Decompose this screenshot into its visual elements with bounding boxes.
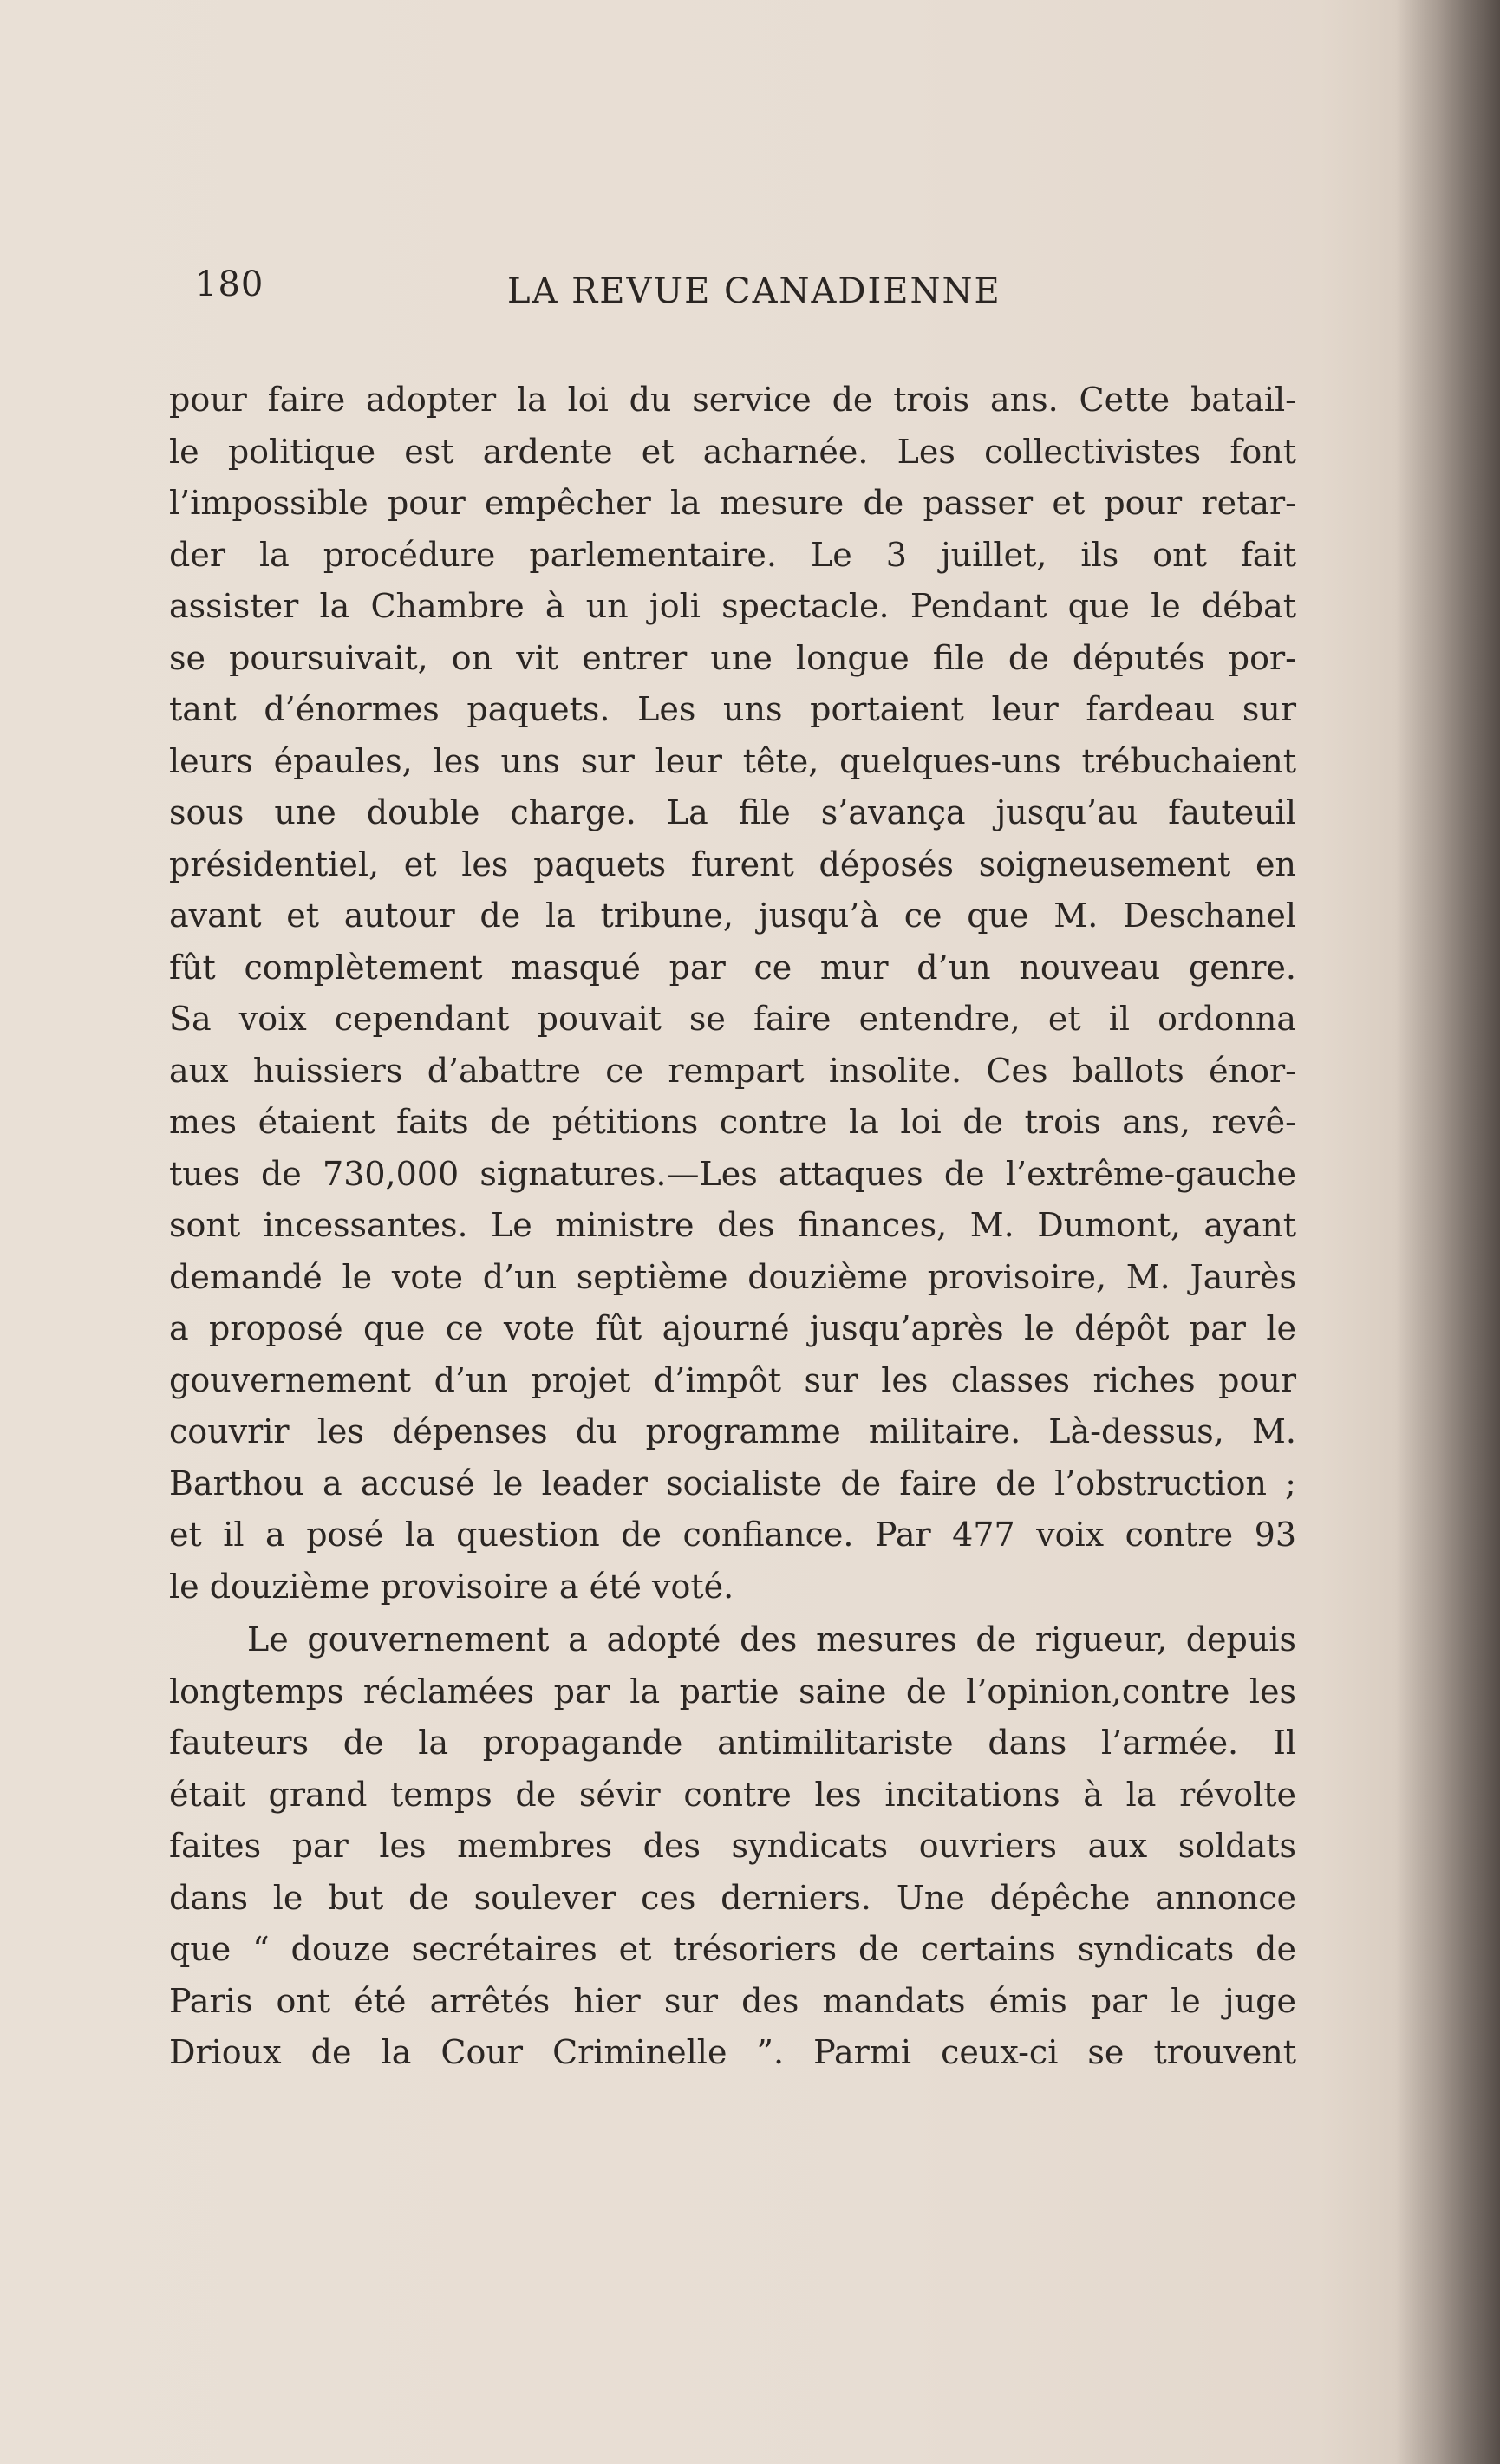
page-gutter-shadow bbox=[1396, 0, 1500, 2464]
text-line: se poursuivait, on vit entrer une longue file de députés por- bbox=[169, 638, 1296, 677]
text-line: l’impossible pour empêcher la mesure de passer et pour retar- bbox=[169, 484, 1296, 522]
text-line: leurs épaules, les uns sur leur tête, quelques-uns trébuchaient bbox=[169, 741, 1296, 780]
text-line: Drioux de la Cour Criminelle ”. Parmi ceux-ci se trouvent bbox=[169, 2033, 1296, 2071]
paragraph-2 bbox=[169, 1614, 1296, 2079]
text-line: le douzième provisoire a été voté. bbox=[169, 1567, 734, 1606]
text-line: assister la Chambre à un joli spectacle. Pendant que le débat bbox=[169, 587, 1296, 625]
text-line: a proposé que ce vote fût ajourné jusqu’après le dépôt par le bbox=[169, 1309, 1296, 1347]
text-line: couvrir les dépenses du programme militaire. Là-dessus, M. bbox=[169, 1412, 1296, 1450]
text-line: gouvernement d’un projet d’impôt sur les classes riches pour bbox=[169, 1360, 1296, 1399]
text-line: Le gouvernement a adopté des mesures de rigueur, depuis bbox=[247, 1620, 1296, 1659]
text-line: demandé le vote d’un septième douzième provisoire, M. Jaurès bbox=[169, 1257, 1296, 1296]
text-line: présidentiel, et les paquets furent déposés soigneusement en bbox=[169, 844, 1296, 883]
text-line: aux huissiers d’abattre ce rempart insolite. Ces ballots énor- bbox=[169, 1051, 1296, 1090]
text-line: était grand temps de sévir contre les incitations à la révolte bbox=[169, 1775, 1296, 1814]
text-line: fût complètement masqué par ce mur d’un nouveau genre. bbox=[169, 948, 1296, 987]
body-text bbox=[169, 375, 1296, 2079]
page-header bbox=[195, 264, 1305, 316]
text-line: tues de 730,000 signatures.—Les attaques de l’extrême-gauche bbox=[169, 1154, 1296, 1193]
text-line: longtemps réclamées par la partie saine de l’opinion,contre les bbox=[169, 1672, 1296, 1711]
text-line: tant d’énormes paquets. Les uns portaient leur fardeau sur bbox=[169, 690, 1296, 728]
text-line: dans le but de soulever ces derniers. Une dépêche annonce bbox=[169, 1878, 1296, 1917]
text-line: pour faire adopter la loi du service de trois ans. Cette batail- bbox=[169, 381, 1296, 419]
text-line: fauteurs de la propagande antimilitariste dans l’armée. Il bbox=[169, 1724, 1296, 1762]
text-line: faites par les membres des syndicats ouvriers aux soldats bbox=[169, 1827, 1296, 1865]
text-line: que “ douze secrétaires et trésoriers de certains syndicats de bbox=[169, 1930, 1296, 1968]
text-line: le politique est ardente et acharnée. Les collectivistes font bbox=[169, 432, 1296, 471]
paragraph-1 bbox=[169, 375, 1296, 1613]
page-number: 180 bbox=[195, 264, 264, 304]
text-line: der la procédure parlementaire. Le 3 juillet, ils ont fait bbox=[169, 535, 1296, 574]
text-line: mes étaient faits de pétitions contre la loi de trois ans, revê- bbox=[169, 1103, 1296, 1141]
text-line: Sa voix cependant pouvait se faire entendre, et il ordonna bbox=[169, 1000, 1296, 1038]
text-line: Barthou a accusé le leader socialiste de faire de l’obstruction ; bbox=[169, 1463, 1296, 1503]
text-line: et il a posé la question de confiance. Par 477 voix contre 93 bbox=[169, 1516, 1296, 1554]
text-line: avant et autour de la tribune, jusqu’à ce que M. Deschanel bbox=[169, 896, 1296, 935]
text-line: Paris ont été arrêtés hier sur des mandats émis par le juge bbox=[169, 1981, 1296, 2020]
running-title: LA REVUE CANADIENNE bbox=[507, 271, 1001, 311]
text-line: sont incessantes. Le ministre des finances, M. Dumont, ayant bbox=[169, 1206, 1296, 1244]
text-line: sous une double charge. La file s’avança jusqu’au fauteuil bbox=[169, 793, 1296, 831]
